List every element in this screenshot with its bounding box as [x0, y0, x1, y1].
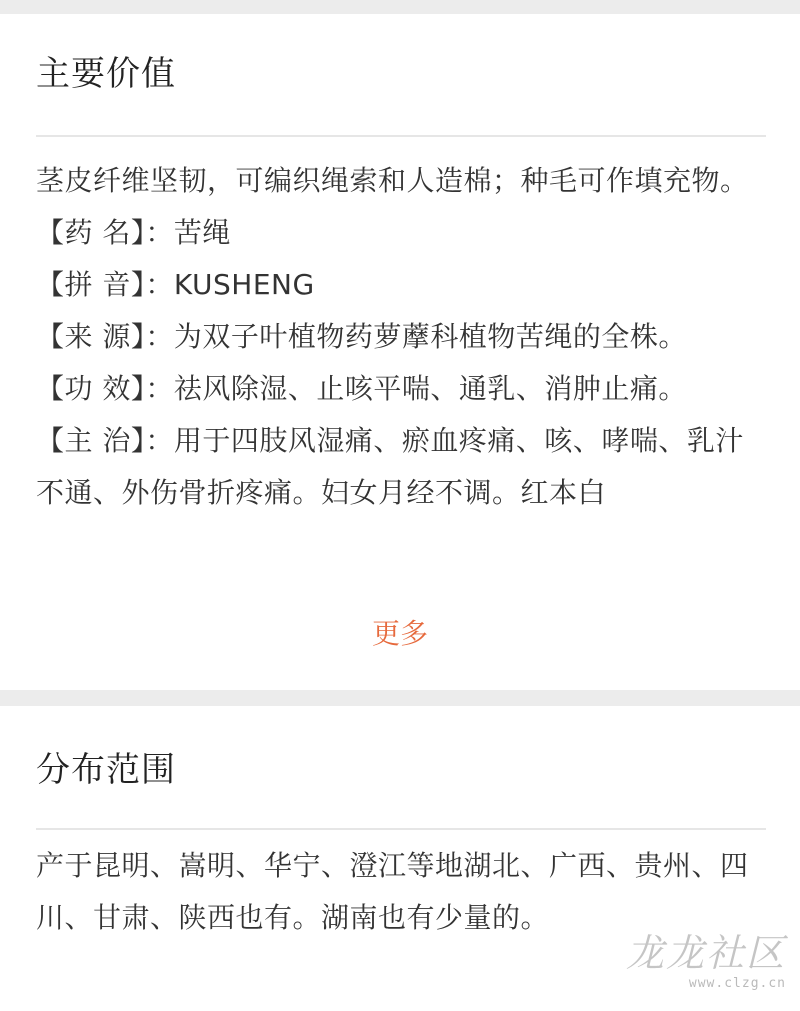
value-line-drug-name: 【药 名】：苦绳: [36, 216, 231, 249]
watermark-text: 龙龙社区: [626, 931, 787, 975]
section-divider: [36, 135, 766, 137]
value-line-pinyin: 【拼 音】：KUSHENG: [36, 268, 315, 301]
section-title-main-value: 主要价值: [36, 54, 176, 94]
value-line-efficacy: 【功 效】：祛风除湿、止咳平喘、通乳、消肿止痛。: [36, 372, 687, 405]
main-value-card: [0, 14, 800, 690]
value-line-fiber: 茎皮纤维坚韧，可编织绳索和人造棉；种毛可作填充物。: [36, 164, 749, 197]
section-divider: [36, 828, 766, 830]
section-title-distribution: 分布范围: [36, 750, 176, 790]
more-button[interactable]: 更多: [371, 617, 428, 650]
distribution-card: [0, 706, 800, 1011]
watermark-url: www.clzg.cn: [688, 976, 786, 991]
distribution-content: [36, 840, 761, 944]
distribution-text: 产于昆明、嵩明、华宁、澄江等地湖北、广西、贵州、四川、甘肃、陕西也有。湖南也有少量的。: [36, 849, 749, 934]
value-line-indications: 【主 治】：用于四肢风湿痛、瘀血疼痛、咳、哮喘、乳汁不通、外伤骨折疼痛。妇女月经不调。红本白: [36, 424, 744, 509]
value-line-source: 【来 源】：为双子叶植物药萝藦科植物苦绳的全株。: [36, 320, 687, 353]
main-value-content: [36, 155, 761, 519]
